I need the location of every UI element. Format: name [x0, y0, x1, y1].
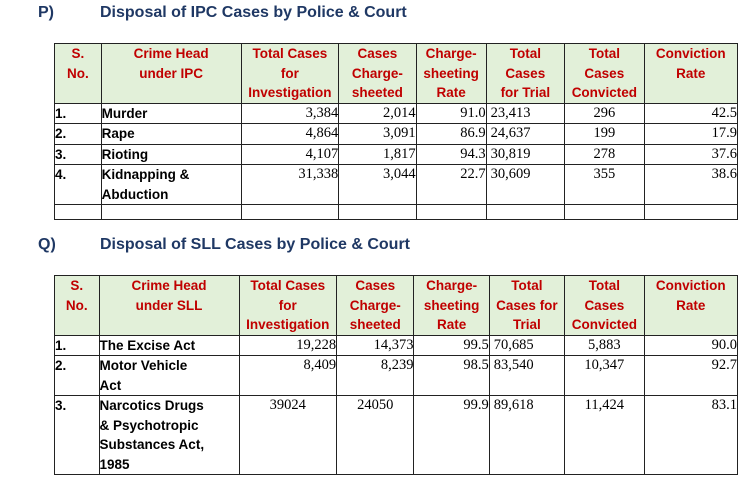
header-total-convicted: Total Cases Convicted — [565, 276, 645, 336]
cell-conviction-rate: 17.9 — [644, 124, 737, 145]
cell-rate: 98.5 — [414, 356, 489, 396]
header-chargesheeting-rate: Charge- sheeting Rate — [414, 276, 489, 336]
cell-trial: 70,685 — [489, 335, 564, 356]
cell-investigation: 4,864 — [241, 124, 339, 145]
header-sno: S. No. — [55, 276, 100, 336]
cell-investigation: 4,107 — [241, 144, 339, 165]
section-letter: Q) — [38, 236, 56, 253]
header-total-trial: Total Cases for Trial — [489, 276, 564, 336]
section-title: Disposal of SLL Cases by Police & Court — [100, 236, 410, 253]
cell-investigation: 39024 — [239, 396, 337, 475]
cell-trial: 30,819 — [486, 144, 564, 165]
header-chargesheeting-rate: Charge- sheeting Rate — [416, 44, 486, 104]
cell-chargesheeted: 24050 — [337, 396, 414, 475]
table-header-row — [55, 44, 738, 104]
cell-trial: 83,540 — [489, 356, 564, 396]
header-sno: S. No. — [55, 44, 102, 104]
cell-rate: 22.7 — [416, 165, 486, 205]
cell-investigation: 3,384 — [241, 103, 339, 124]
cell-sno: 1. — [55, 103, 102, 124]
cell-trial: 30,609 — [486, 165, 564, 205]
header-total-trial: Total Cases for Trial — [486, 44, 564, 104]
cell-conviction-rate: 90.0 — [644, 335, 737, 356]
cell-conviction-rate: 42.5 — [644, 103, 737, 124]
cell-crime-head: Rape — [101, 124, 241, 145]
header-crime-head: Crime Head under IPC — [101, 44, 241, 104]
table-row — [55, 396, 738, 475]
section-heading-sll — [38, 236, 458, 258]
header-chargesheeted: Cases Charge- sheeted — [339, 44, 416, 104]
section-heading-ipc — [38, 4, 458, 26]
cell-sno: 3. — [55, 396, 100, 475]
cell-rate: 94.3 — [416, 144, 486, 165]
cell-convicted: 199 — [565, 124, 645, 145]
cell-crime-head: Rioting — [101, 144, 241, 165]
cell-crime-head: Murder — [101, 103, 241, 124]
cell-crime-head: Motor Vehicle Act — [99, 356, 239, 396]
cell-sno: 1. — [55, 335, 100, 356]
cell-rate: 99.9 — [414, 396, 489, 475]
cell-rate: 91.0 — [416, 103, 486, 124]
cell-chargesheeted: 8,239 — [337, 356, 414, 396]
cell-convicted: 5,883 — [565, 335, 645, 356]
cell-convicted: 355 — [565, 165, 645, 205]
section-letter: P) — [38, 4, 54, 21]
cell-rate: 99.5 — [414, 335, 489, 356]
cell-crime-head: Kidnapping & Abduction — [101, 165, 241, 205]
table-header-row — [55, 276, 738, 336]
header-crime-head: Crime Head under SLL — [99, 276, 239, 336]
cell-crime-head: The Excise Act — [99, 335, 239, 356]
ipc-table — [54, 43, 738, 220]
section-title: Disposal of IPC Cases by Police & Court — [100, 4, 407, 21]
header-total-investigation: Total Cases for Investigation — [241, 44, 339, 104]
cell-sno: 2. — [55, 356, 100, 396]
table-row — [55, 356, 738, 396]
header-conviction-rate: Conviction Rate — [644, 276, 737, 336]
header-conviction-rate: Conviction Rate — [644, 44, 737, 104]
cell-chargesheeted: 3,091 — [339, 124, 416, 145]
cell-sno: 4. — [55, 165, 102, 205]
cell-chargesheeted: 1,817 — [339, 144, 416, 165]
cell-investigation: 8,409 — [239, 356, 337, 396]
table-row — [55, 103, 738, 124]
cell-sno: 2. — [55, 124, 102, 145]
cell-convicted: 296 — [565, 103, 645, 124]
cell-crime-head: Narcotics Drugs & Psychotropic Substances Act, 1985 — [99, 396, 239, 475]
cell-investigation: 31,338 — [241, 165, 339, 205]
cell-chargesheeted: 2,014 — [339, 103, 416, 124]
table-row — [55, 144, 738, 165]
cell-trial: 24,637 — [486, 124, 564, 145]
header-total-investigation: Total Cases for Investigation — [239, 276, 337, 336]
header-total-convicted: Total Cases Convicted — [565, 44, 645, 104]
table-row — [55, 335, 738, 356]
cell-conviction-rate: 37.6 — [644, 144, 737, 165]
cell-trial: 23,413 — [486, 103, 564, 124]
cell-chargesheeted: 3,044 — [339, 165, 416, 205]
table-spacer-row — [55, 205, 738, 220]
cell-sno: 3. — [55, 144, 102, 165]
table-row — [55, 165, 738, 205]
cell-conviction-rate: 83.1 — [644, 396, 737, 475]
header-chargesheeted: Cases Charge- sheeted — [337, 276, 414, 336]
cell-rate: 86.9 — [416, 124, 486, 145]
cell-convicted: 10,347 — [565, 356, 645, 396]
table-row — [55, 124, 738, 145]
cell-convicted: 11,424 — [565, 396, 645, 475]
cell-trial: 89,618 — [489, 396, 564, 475]
cell-conviction-rate: 92.7 — [644, 356, 737, 396]
sll-table — [54, 275, 738, 475]
cell-conviction-rate: 38.6 — [644, 165, 737, 205]
cell-chargesheeted: 14,373 — [337, 335, 414, 356]
cell-convicted: 278 — [565, 144, 645, 165]
cell-investigation: 19,228 — [239, 335, 337, 356]
